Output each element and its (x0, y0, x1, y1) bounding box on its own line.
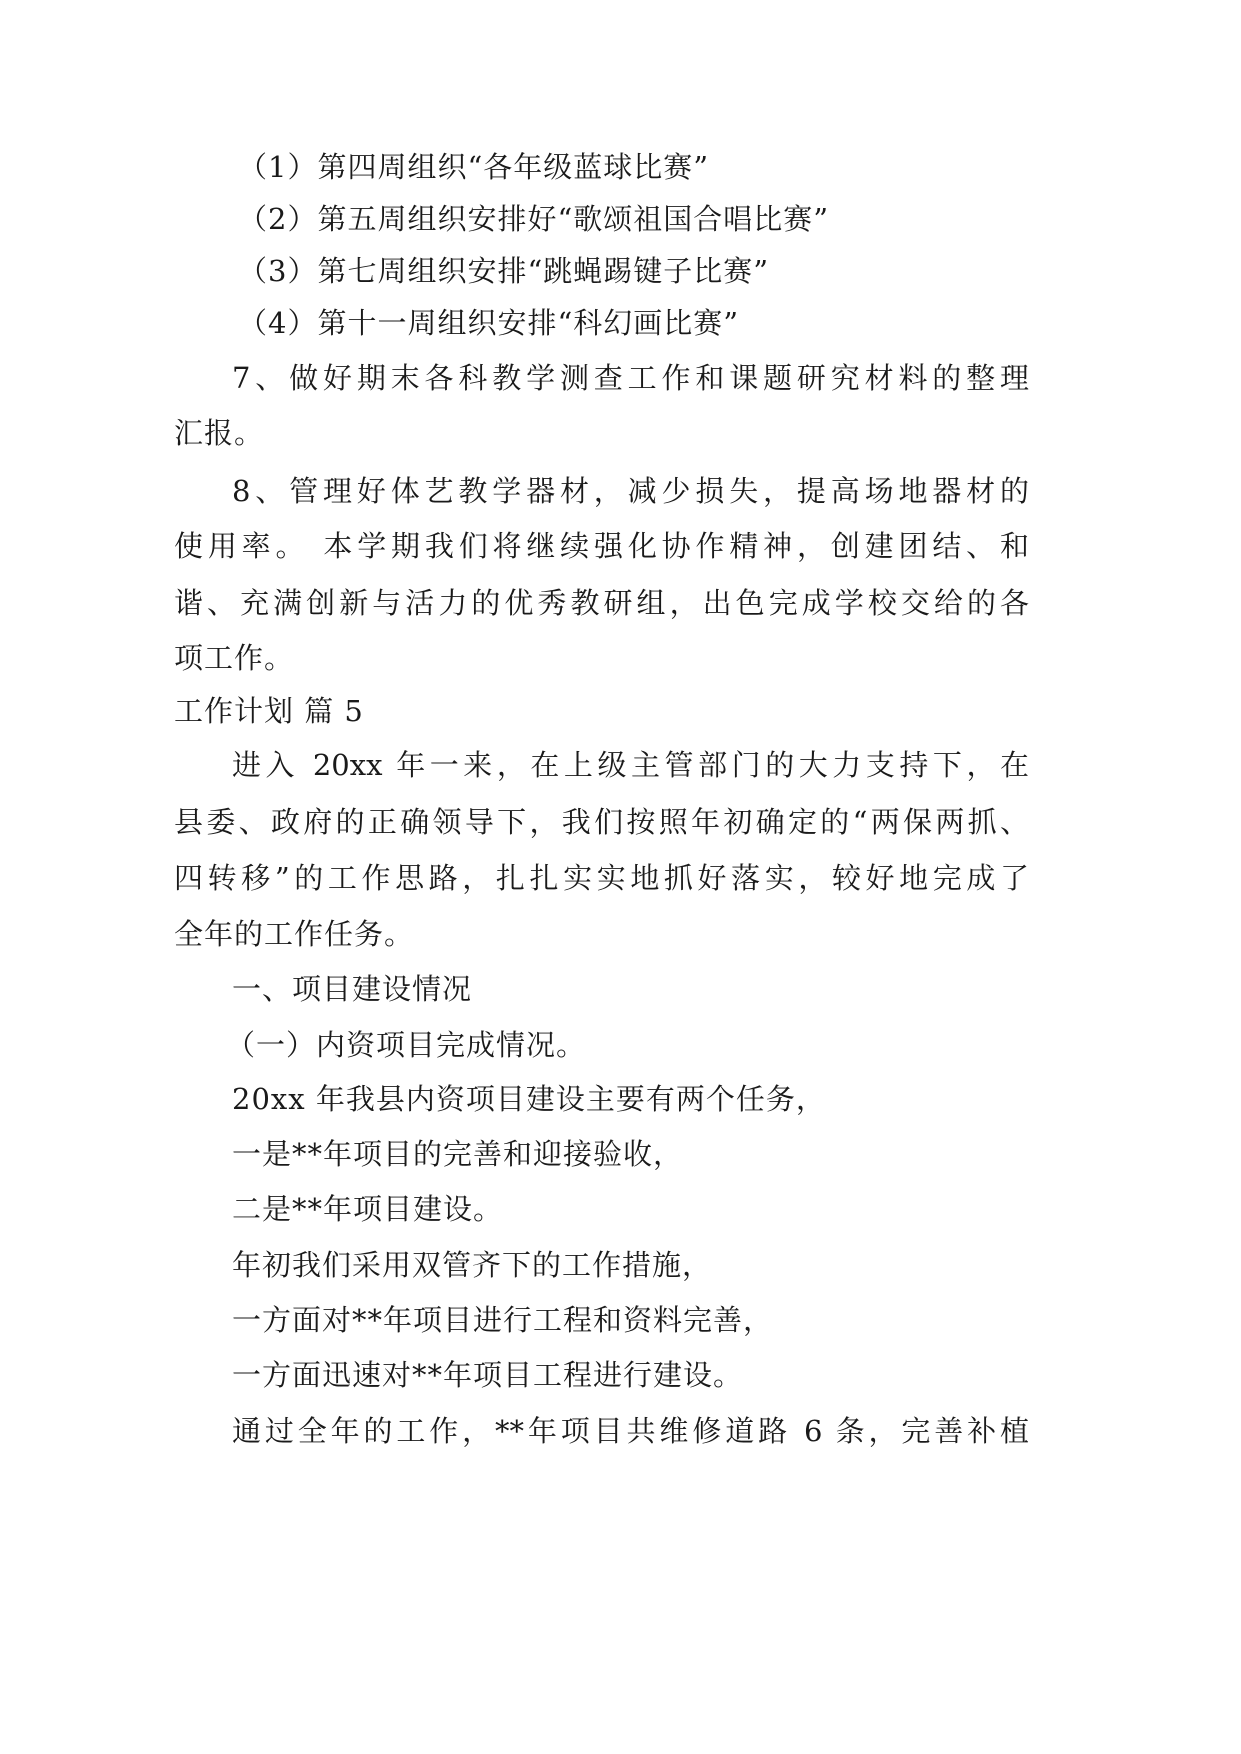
paragraph-item7-line1: 7、做好期末各科教学测查工作和课题研究材料的整理 (232, 361, 1029, 395)
subheading-project-construction: 一、项目建设情况 (232, 972, 473, 1006)
section-heading-plan5: 工作计划 篇 5 (174, 694, 364, 728)
paragraph-measures: 年初我们采用双管齐下的工作措施， (232, 1248, 713, 1282)
list-item-week4-basketball: （1）第四周组织“各年级蓝球比赛” (238, 150, 710, 184)
paragraph-intro-line4: 全年的工作任务。 (174, 917, 415, 951)
paragraph-task-two: 二是**年项目建设。 (232, 1192, 504, 1226)
paragraph-task-one: 一是**年项目的完善和迎接验收， (232, 1137, 684, 1171)
paragraph-tasks: 20xx 年我县内资项目建设主要有两个任务， (232, 1082, 826, 1116)
paragraph-intro-line1: 进入 20xx 年一来，在上级主管部门的大力支持下，在 (232, 748, 1029, 782)
paragraph-item8-line4: 项工作。 (174, 641, 295, 675)
paragraph-measure-two: 一方面迅速对**年项目工程进行建设。 (232, 1358, 744, 1392)
list-item-week5-choir: （2）第五周组织安排好“歌颂祖国合唱比赛” (238, 202, 830, 236)
paragraph-item8-line3: 谐、充满创新与活力的优秀教研组，出色完成学校交给的各 (174, 586, 1029, 620)
list-item-week7-jumprope: （3）第七周组织安排“跳蝇踢键子比赛” (238, 254, 770, 288)
paragraph-item8-line1: 8、管理好体艺教学器材，减少损失，提高场地器材的 (232, 474, 1029, 508)
paragraph-item7-line2: 汇报。 (174, 416, 265, 450)
paragraph-results-line1: 通过全年的工作，**年项目共维修道路 6 条，完善补植 (232, 1414, 1029, 1448)
paragraph-item8-line2: 使用率。 本学期我们将继续强化协作精神，创建团结、和 (174, 529, 1029, 563)
subheading-domestic-projects: （一）内资项目完成情况。 (226, 1028, 587, 1062)
paragraph-intro-line2: 县委、政府的正确领导下，我们按照年初确定的“两保两抓、 (174, 805, 1029, 839)
list-item-week11-scifi-art: （4）第十一周组织安排“科幻画比赛” (238, 306, 740, 340)
paragraph-intro-line3: 四转移”的工作思路，扎扎实实地抓好落实，较好地完成了 (174, 861, 1029, 895)
paragraph-measure-one: 一方面对**年项目进行工程和资料完善， (232, 1303, 774, 1337)
